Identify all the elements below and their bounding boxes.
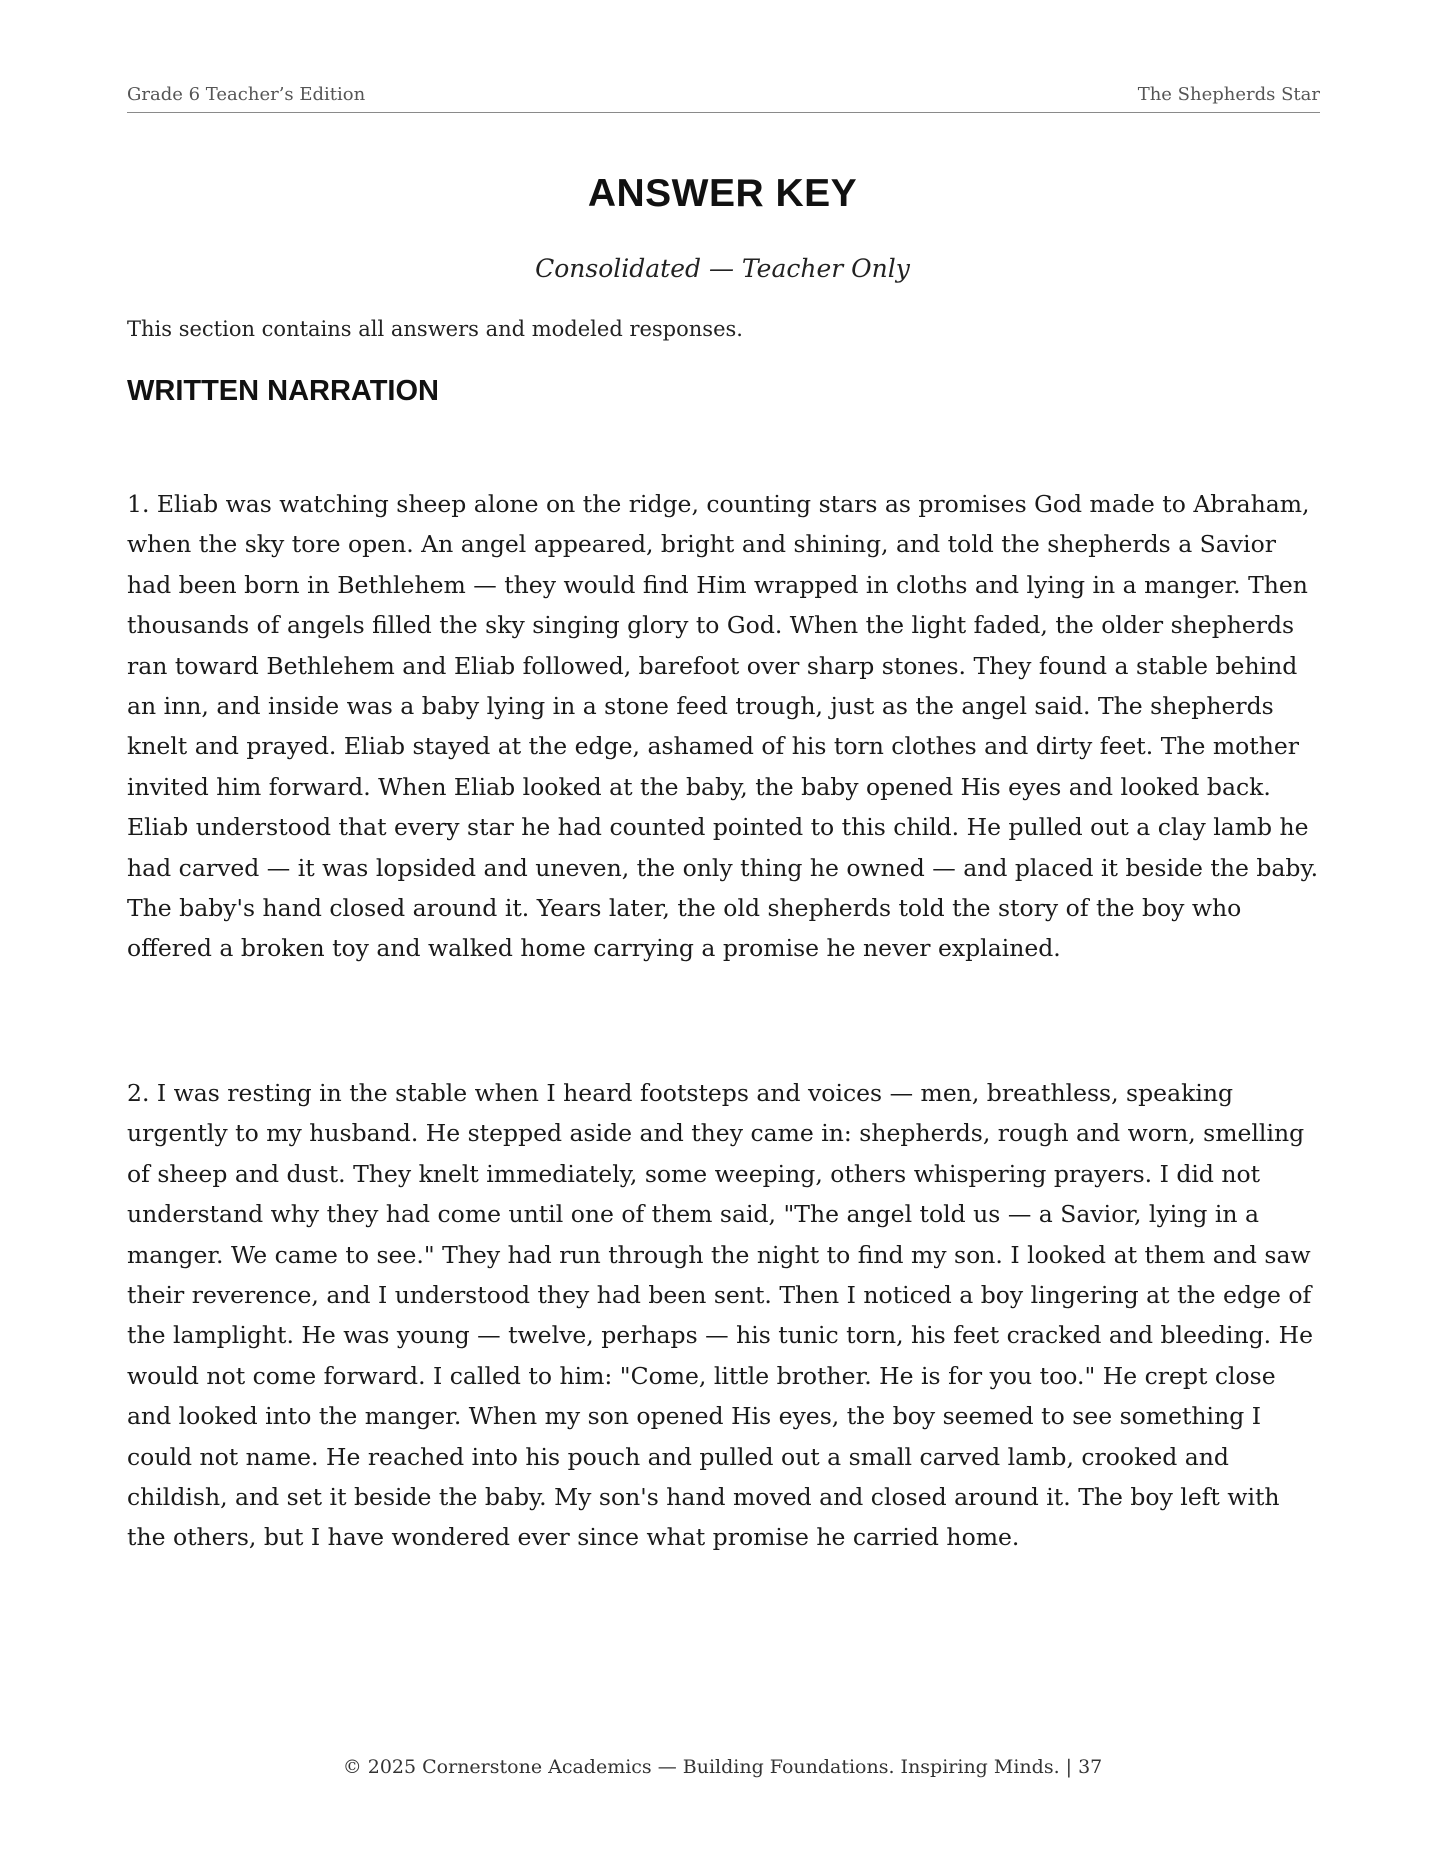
header-book-title: The Shepherds Star [1137, 84, 1320, 105]
answer-paragraph-2: 2. I was resting in the stable when I heard footsteps and voices — men, breathless, speaking urgently to my husband. He stepped aside and they came in: shepherds, rough and worn, smelling of sheep and dust. They knelt immediately, some weeping, others whispering prayers. I did not understand why they had come until one of them said, "The angel told us — a Savior, lying in a manger. We came to see." They had run through the night to find my son. I looked at them and saw their reverence, and I understood they had been sent. Then I noticed a boy lingering at the edge of the lamplight. He was young — twelve, perhaps — his tunic torn, his feet cracked and bleeding. He would not come forward. I called to him: "Come, little brother. He is for you too." He crept close and looked into the manger. When my son opened His eyes, the boy seemed to see something I could not name. He reached into his pouch and pulled out a small carved lamb, crooked and childish, and set it beside the baby. My son's hand moved and closed around it. The boy left with the others, but I have wondered ever since what promise he carried home. [127, 1079, 1313, 1552]
answer-paragraph-1: 1. Eliab was watching sheep alone on the ridge, counting stars as promises God made to Abraham, when the sky tore open. An angel appeared, bright and shining, and told the shepherds a Savior had been born in Bethlehem — they would find Him wrapped in cloths and lying in a manger. Then thousands of angels filled the sky singing glory to God. When the light faded, the older shepherds ran toward Bethlehem and Eliab followed, barefoot over sharp stones. They found a stable behind an inn, and inside was a baby lying in a stone feed trough, just as the angel said. The shepherds knelt and prayed. Eliab stayed at the edge, ashamed of his torn clothes and dirty feet. The mother invited him forward. When Eliab looked at the baby, the baby opened His eyes and looked back. Eliab understood that every star he had counted pointed to this child. He pulled out a clay lamb he had carved — it was lopsided and uneven, the only thing he owned — and placed it beside the baby. The baby's hand closed around it. Years later, the old shepherds told the story of the boy who offered a broken toy and walked home carrying a promise he never explained. [127, 490, 1319, 963]
header-grade-label: Grade 6 Teacher’s Edition [127, 84, 366, 105]
section-heading: WRITTEN NARRATION [127, 375, 439, 407]
page-title: ANSWER KEY [587, 172, 858, 215]
page-subtitle: Consolidated — Teacher Only [535, 254, 910, 283]
intro-text: This section contains all answers and modeled responses. [127, 317, 743, 341]
page-footer: © 2025 Cornerstone Academics — Building Foundations. Inspiring Minds. | 37 [342, 1756, 1103, 1778]
running-header [127, 84, 1320, 113]
